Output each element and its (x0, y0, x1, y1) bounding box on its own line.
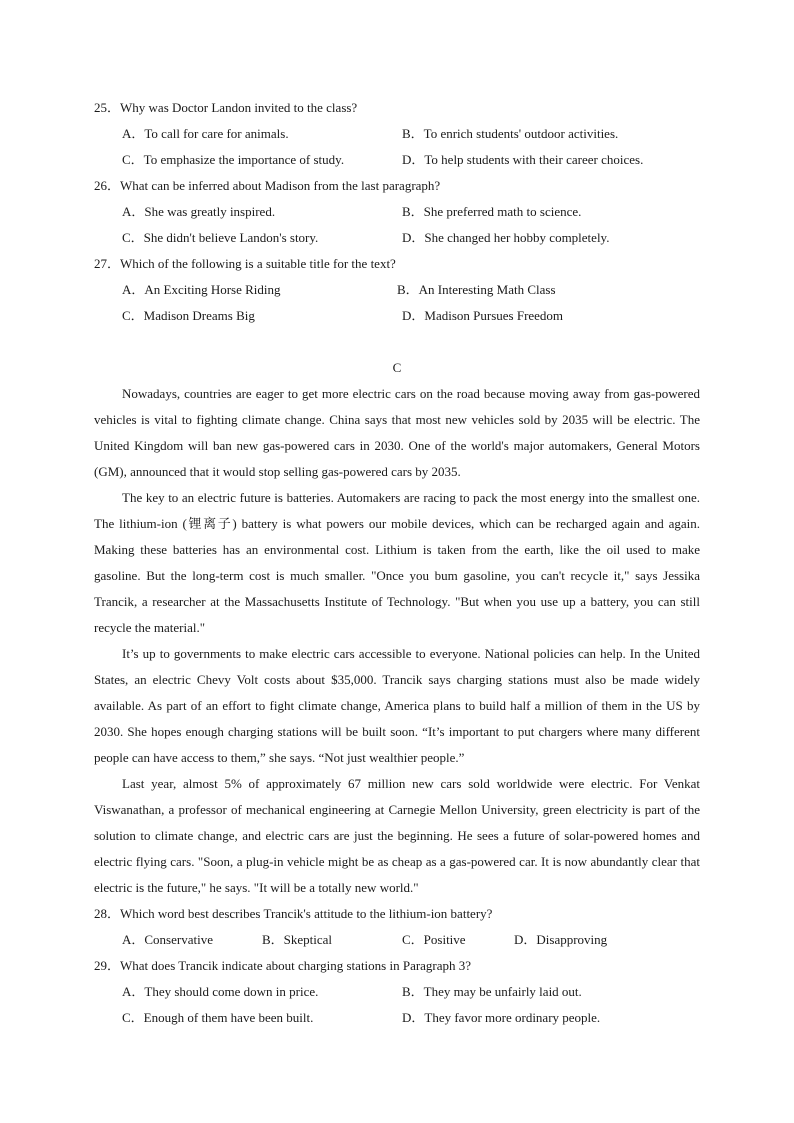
question-28-stem (94, 906, 492, 922)
option-d: D．Disapproving (514, 932, 608, 947)
option-a: A．Conservative (122, 932, 213, 947)
option-c: C．She didn't believe Landon's story. (122, 230, 319, 245)
section-heading: C (392, 360, 402, 375)
option-a: A．To call for care for animals. (122, 126, 289, 141)
option-d: D．She changed her hobby completely. (402, 230, 610, 245)
option-b: B．They may be unfairly laid out. (402, 984, 582, 999)
question-text: Why was Doctor Landon invited to the class? (120, 100, 358, 115)
option-c: C．Positive (402, 932, 466, 947)
question-25-stem (94, 100, 357, 116)
option-c: C．Madison Dreams Big (122, 308, 255, 323)
passage-paragraph-1: Nowadays, countries are eager to get more electric cars on the road because moving away from gas-powered vehicles is vital to fighting climate change. China says that most new vehicles sold by 2035 will be electric. The United Kingdom will ban new gas-powered cars in 2030. One of the world's major automakers, General Motors (GM), announced that it would stop selling gas-powered cars by 2035. (94, 386, 700, 479)
option-d: D．Madison Pursues Freedom (402, 308, 564, 323)
question-text: What can be inferred about Madison from the last paragraph? (120, 178, 441, 193)
option-a: A．She was greatly inspired. (122, 204, 276, 219)
option-a: A．They should come down in price. (122, 984, 319, 999)
question-number: 25． (94, 100, 121, 115)
option-b: B．Skeptical (262, 932, 333, 947)
option-b: B．An Interesting Math Class (397, 282, 556, 297)
question-text: Which of the following is a suitable title for the text? (120, 256, 396, 271)
question-number: 27． (94, 256, 121, 271)
option-c: C．Enough of them have been built. (122, 1010, 314, 1025)
question-number: 28． (94, 906, 121, 921)
option-d: D．To help students with their career choices. (402, 152, 644, 167)
option-b: B．To enrich students' outdoor activities. (402, 126, 619, 141)
question-26-stem (94, 178, 440, 194)
option-b: B．She preferred math to science. (402, 204, 582, 219)
question-number: 26． (94, 178, 121, 193)
passage-paragraph-2: The key to an electric future is batteries. Automakers are racing to pack the most energy into the smallest one. The lithium-ion (锂离子) battery is what powers our mobile devices, which can be recharged again and again. Making these batteries has an environmental cost. Lithium is taken from the earth, like the oil used to make gasoline. But the long-term cost is much smaller. "Once you bum gasoline, you can't recycle it," says Jessika Trancik, a researcher at the Massachusetts Institute of Technology. "But when you use up a battery, you can still recycle the material." (94, 490, 700, 635)
passage-paragraph-4: Last year, almost 5% of approximately 67 million new cars sold worldwide were electric. For Venkat Viswanathan, a professor of mechanical engineering at Carnegie Mellon University, green electricity is part of the solution to climate change, and electric cars are just the beginning. He sees a future of solar-powered homes and electric flying cars. "Soon, a plug-in vehicle might be as cheap as a gas-powered car. It is now abundantly clear that electric is the future," he says. "It will be a totally new world." (94, 776, 700, 895)
question-number: 29． (94, 958, 121, 973)
option-d: D．They favor more ordinary people. (402, 1010, 601, 1025)
passage-paragraph-3: It’s up to governments to make electric cars accessible to everyone. National policies can help. In the United States, an electric Chevy Volt costs about $35,000. Trancik says charging stations must also be made widely available. As part of an effort to fight climate change, America plans to build half a million of them in the US by 2030. She hopes enough charging stations will be built soon. “It’s important to put chargers where many different people can have access to them,” she says. “Not just wealthier people.” (94, 646, 700, 765)
question-29-stem (94, 958, 471, 974)
option-a: A．An Exciting Horse Riding (122, 282, 281, 297)
question-text: Which word best describes Trancik's attitude to the lithium-ion battery? (120, 906, 493, 921)
option-c: C．To emphasize the importance of study. (122, 152, 345, 167)
question-text: What does Trancik indicate about charging stations in Paragraph 3? (120, 958, 472, 973)
question-27-stem (94, 256, 396, 272)
